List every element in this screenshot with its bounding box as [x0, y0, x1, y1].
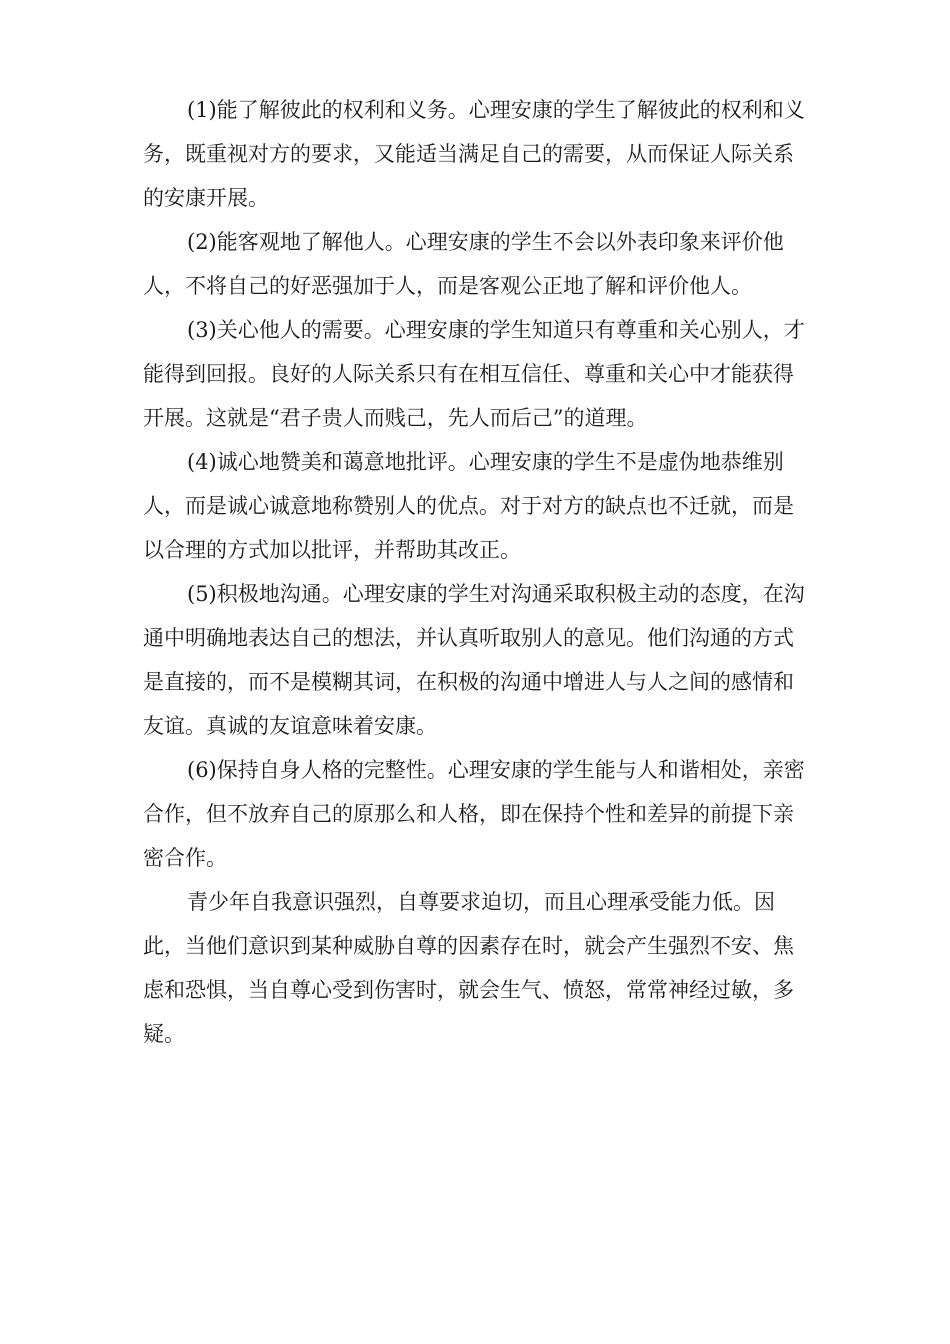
- paragraph-5: (5)积极地沟通。心理安康的学生对沟通采取积极主动的态度，在沟通中明确地表达自己的想法，并认真听取别人的意见。他们沟通的方式是直接的，而不是模糊其词，在积极的沟通中增进人与人之间的感情和友谊。真诚的友谊意味着安康。: [143, 582, 805, 738]
- paragraph-2: (2)能客观地了解他人。心理安康的学生不会以外表印象来评价他人，不将自己的好恶强加于人，而是客观公正地了解和评价他人。: [143, 230, 784, 298]
- paragraph-6: (6)保持自身人格的完整性。心理安康的学生能与人和谐相处，亲密合作，但不放弃自己的原那么和人格，即在保持个性和差异的前提下亲密合作。: [143, 758, 805, 870]
- paragraph-3: (3)关心他人的需要。心理安康的学生知道只有尊重和关心别人，才能得到回报。良好的人际关系只有在相互信任、尊重和关心中才能获得开展。这就是“君子贵人而贱己，先人而后己”的道理。: [143, 318, 805, 430]
- paragraph-7: 青少年自我意识强烈，自尊要求迫切，而且心理承受能力低。因此，当他们意识到某种威胁自尊的因素存在时，就会产生强烈不安、焦虑和恐惧，当自尊心受到伤害时，就会生气、愤怒，常常神经过敏，多疑。: [143, 890, 794, 1046]
- paragraph-4: (4)诚心地赞美和蔼意地批评。心理安康的学生不是虚伪地恭维别人，而是诚心诚意地称赞别人的优点。对于对方的缺点也不迁就，而是以合理的方式加以批评，并帮助其改正。: [143, 450, 794, 562]
- paragraph-1: (1)能了解彼此的权利和义务。心理安康的学生了解彼此的权利和义务，既重视对方的要求，又能适当满足自己的需要，从而保证人际关系的安康开展。: [143, 98, 805, 210]
- document-body: [143, 88, 807, 1056]
